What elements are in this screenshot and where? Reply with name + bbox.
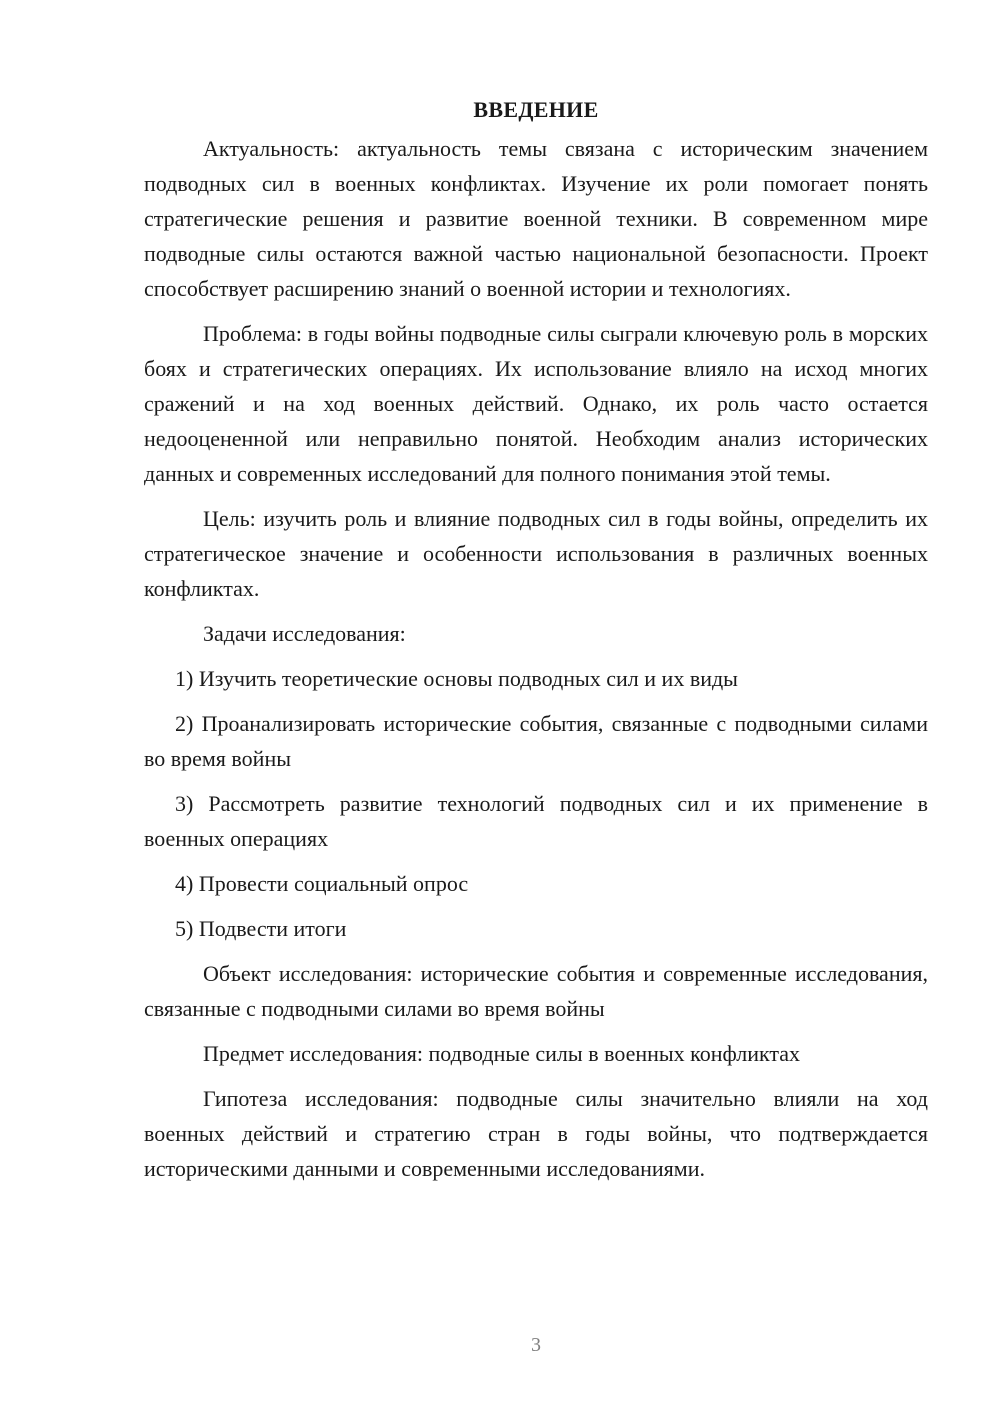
paragraph-goal: Цель: изучить роль и влияние подводных сил в годы войны, определить их стратегическое значение и особенности использования в различных военных конфликтах. — [144, 506, 928, 601]
paragraph-tasks-heading: Задачи исследования: — [203, 621, 406, 646]
page-number: 3 — [531, 1334, 541, 1356]
paragraph-hypothesis: Гипотеза исследования: подводные силы значительно влияли на ход военных действий и стратегию стран в годы войны, что подтверждается историческими данными и современными исследованиями. — [144, 1086, 928, 1181]
task-item-2: 2) Проанализировать исторические события, связанные с подводными силами во время войны — [144, 711, 928, 771]
task-item-4: 4) Провести социальный опрос — [175, 871, 469, 896]
paragraph-object: Объект исследования: исторические события и современные исследования, связанные с подводными силами во время войны — [144, 961, 928, 1021]
task-item-5: 5) Подвести итоги — [175, 916, 347, 941]
paragraph-problem: Проблема: в годы войны подводные силы сыграли ключевую роль в морских боях и стратегических операциях. Их использование влияло на исход многих сражений и на ход военных действий. Однако, их роль часто остается недооцененной или неправильно понятой. Необходим анализ исторических данных и современных исследований для полного понимания этой темы. — [144, 321, 928, 486]
paragraph-relevance: Актуальность: актуальность темы связана с историческим значением подводных сил в военных конфликтах. Изучение их роли помогает понять стратегические решения и развитие военной техники. В современном мире подводные силы остаются важной частью национальной безопасности. Проект способствует расширению знаний о военной истории и технологиях. — [144, 136, 928, 301]
task-item-1: 1) Изучить теоретические основы подводных сил и их виды — [175, 666, 738, 691]
task-item-3: 3) Рассмотреть развитие технологий подводных сил и их применение в военных операциях — [144, 791, 928, 851]
page-title: ВВЕДЕНИЕ — [473, 97, 599, 122]
document-page — [144, 93, 928, 1196]
paragraph-subject: Предмет исследования: подводные силы в военных конфликтах — [203, 1041, 801, 1066]
